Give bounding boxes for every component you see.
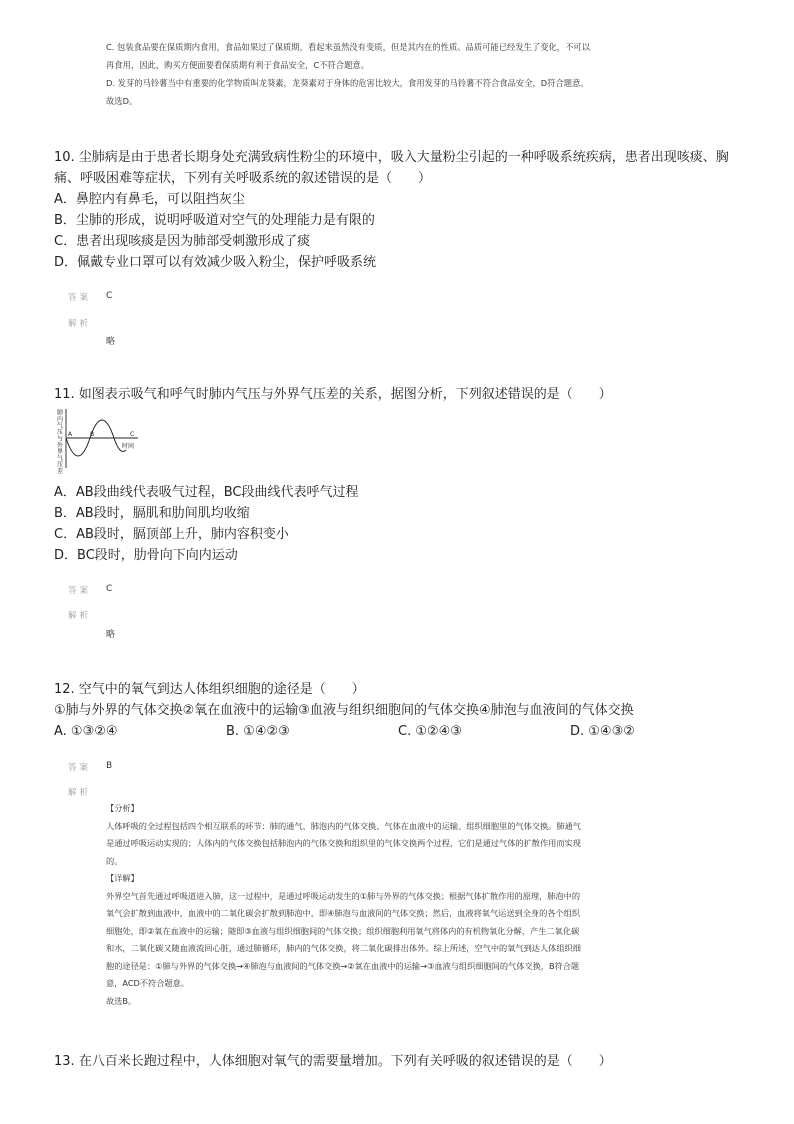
- prev-explanation-d-line: D. 发芽的马铃薯当中有重要的化学物质叫龙葵素，龙葵素对于身体的危害比较大，食用发芽的马铃薯不符合食品安全，D符合题意。: [106, 78, 589, 88]
- q12-option-b: B. ①④②③: [226, 724, 290, 739]
- detail-heading: 【详解】: [106, 873, 139, 883]
- detail-line: 胞的途径是：①肺与外界的气体交换→④肺泡与血液间的气体交换→②氧在血液中的运输→③血液与组织细胞间的气体交换，B符合题: [106, 960, 580, 971]
- q11-option-c: C．AB段时，膈顶部上升，肺内容积变小: [54, 527, 289, 542]
- q12-analysis-block: [106, 800, 720, 1010]
- q12-analysis-label: 解析: [68, 788, 92, 798]
- detail-line: 外界空气首先通过呼吸道进入肺，这一过程中，是通过呼吸运动发生的①肺与外界的气体交换；根据气体扩散作用的原理，肺泡中的: [106, 890, 581, 901]
- q11-analysis: 略: [106, 630, 116, 640]
- q10-option-a: A．鼻腔内有鼻毛，可以阻挡灰尘: [54, 192, 245, 207]
- q10-analysis: 略: [106, 337, 116, 347]
- q10-option-b: B．尘肺的形成，说明呼吸道对空气的处理能力是有限的: [54, 213, 375, 228]
- prev-explanation-c-line2: 再食用，因此，购买方便面要看保质期有利于食品安全，C不符合题意。: [106, 60, 369, 70]
- q12-steps: ①肺与外界的气体交换②氧在血液中的运输③血液与组织细胞间的气体交换④肺泡与血液间的气体交换: [54, 703, 634, 718]
- q10-stem-line2: 痛、呼吸困难等症状，下列有关呼吸系统的叙述错误的是（ ）: [54, 171, 432, 186]
- graph-point-a: A: [68, 431, 73, 438]
- q12-stem: 12. 空气中的氧气到达人体组织细胞的途径是（ ）: [54, 682, 365, 697]
- q11-answer: C: [106, 584, 113, 594]
- graph-point-c: C: [130, 431, 135, 438]
- q12-option-c: C. ①②④③: [398, 724, 462, 739]
- q11-option-a: A．AB段曲线代表吸气过程，BC段曲线代表呼气过程: [54, 485, 359, 500]
- prev-explanation-conclusion: 故选D。: [106, 96, 138, 106]
- detail-line: 细胞处，即②氧在血液中的运输；随即③血液与组织细胞间的气体交换；组织细胞利用氧气将体内的有机物氧化分解，产生二氧化碳: [106, 925, 580, 936]
- pressure-difference-graph: [54, 406, 144, 476]
- analysis-heading: 【分析】: [106, 803, 139, 813]
- q12-answer-label: 答案: [68, 763, 92, 773]
- analysis-line: 的。: [106, 855, 123, 866]
- q11-option-d: D．BC段时，肋骨向下向内运动: [54, 548, 238, 563]
- detail-line: 和水，二氧化碳又随血液流回心脏，通过肺循环，肺内的气体交换，将二氧化碳排出体外。综上所述，空气中的氧气到达人体组织细: [106, 943, 581, 953]
- detail-line: 意，ACD不符合题意。: [106, 978, 189, 988]
- analysis-line: 人体呼吸的全过程包括四个相互联系的环节：肺的通气、肺泡内的气体交换、气体在血液中的运输、组织细胞里的气体交换。肺通气: [106, 820, 581, 831]
- q12-answer: B: [106, 761, 113, 771]
- q10-option-d: D．佩戴专业口罩可以有效减少吸入粉尘，保护呼吸系统: [54, 255, 377, 270]
- graph-point-b: B: [90, 431, 95, 438]
- q10-stem-line1: 10. 尘肺病是由于患者长期身处充满致病性粉尘的环境中，吸入大量粉尘引起的一种呼吸系统疾病，患者出现咳痰、胸: [54, 150, 729, 165]
- q10-analysis-label: 解析: [68, 319, 92, 329]
- q11-option-b: B．AB段时，膈肌和肋间肌均收缩: [54, 506, 250, 521]
- q11-stem: 11. 如图表示吸气和呼气时肺内气压与外界气压差的关系，据图分析，下列叙述错误的是（ ）: [54, 387, 612, 402]
- graph-y-axis-label: 肺内气压与外界气压差: [55, 409, 63, 474]
- prev-explanation-c-line1: C. 包装食品要在保质期内食用，食品如果过了保质期，看起来虽然没有变质，但是其内在的性质、品质可能已经发生了变化，不可以: [106, 42, 590, 52]
- q12-conclusion: 故选B。: [106, 995, 137, 1006]
- q12-option-a: A. ①③②④: [54, 724, 118, 739]
- q11-analysis-label: 解析: [68, 611, 92, 621]
- analysis-line: 是通过呼吸运动实现的；人体内的气体交换包括肺泡内的气体交换和组织里的气体交换两个过程，它们是通过气体的扩散作用而实现: [106, 838, 581, 848]
- detail-line: 氧气会扩散到血液中，血液中的二氧化碳会扩散到肺泡中，即④肺泡与血液间的气体交换；然后，血液将氧气运送到全身的各个组织: [106, 908, 581, 918]
- graph-x-axis-label: 时间: [122, 443, 135, 450]
- q12-option-d: D. ①④③②: [570, 724, 635, 739]
- q10-answer-label: 答案: [68, 293, 92, 303]
- q13-stem: 13. 在八百米长跑过程中，人体细胞对氧气的需要量增加。下列有关呼吸的叙述错误的是（ ）: [54, 1054, 612, 1069]
- q11-answer-label: 答案: [68, 586, 92, 596]
- q10-option-c: C．患者出现咳痰是因为肺部受刺激形成了痰: [54, 234, 311, 249]
- q10-answer: C: [106, 291, 113, 301]
